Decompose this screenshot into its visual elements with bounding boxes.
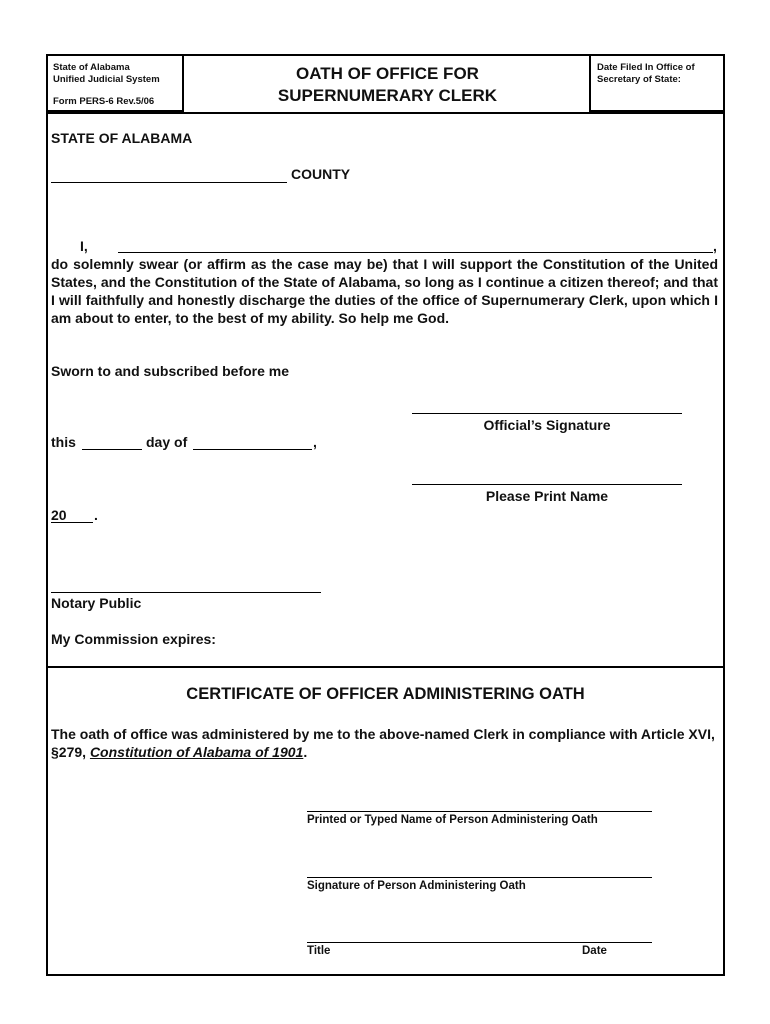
certificate-text-end: . [303,744,308,760]
form-title-line1: OATH OF OFFICE FOR [296,64,479,83]
administrator-signature-line[interactable] [307,877,652,878]
day-line[interactable] [82,449,142,450]
county-name-line[interactable] [51,182,287,183]
commission-expires-label: My Commission expires: [51,631,216,647]
form-number: Form PERS-6 Rev.5/06 [53,96,155,107]
notary-signature-line[interactable] [51,592,321,593]
agency-system: Unified Judicial System [53,74,160,85]
printed-name-line[interactable] [307,811,652,812]
header-divider [48,112,723,114]
date-filed-label-1: Date Filed In Office of [597,62,695,73]
state-heading: STATE OF ALABAMA [51,130,193,146]
day-of-label: day of [146,434,188,450]
certificate-divider [48,666,723,668]
print-name-line[interactable] [412,484,682,485]
oath-i: I, [80,238,88,254]
oath-name-line[interactable] [118,252,713,253]
certificate-text-main: The oath of office was administered by me to the above-named Clerk in compliance with Article XVI, §279, [51,726,715,760]
oath-name-comma: , [713,238,717,254]
certificate-heading: CERTIFICATE OF OFFICER ADMINISTERING OATH [186,685,585,703]
header-date-filed-box [589,56,723,112]
date-label: Date [582,945,607,957]
administrator-signature-label: Signature of Person Administering Oath [307,880,526,892]
title-label: Title [307,945,331,957]
county-label: COUNTY [291,166,351,182]
header-title-box [184,56,591,112]
year-line[interactable] [51,522,93,523]
header-agency-box [48,56,184,112]
agency-state: State of Alabama [53,62,130,73]
year-period: . [94,507,98,523]
month-line[interactable] [193,449,312,450]
this-word: this [51,434,76,450]
official-signature-line[interactable] [412,413,682,414]
constitution-citation: Constitution of Alabama of 1901 [89,744,304,760]
certificate-text [51,725,718,761]
printed-name-label: Printed or Typed Name of Person Administering Oath [307,814,598,826]
official-signature-label: Official’s Signature [483,417,611,433]
notary-public-label: Notary Public [51,595,142,611]
sworn-statement: Sworn to and subscribed before me [51,363,290,379]
oath-text: do solemnly swear (or affirm as the case may be) that I will support the Constitution of the United States, and the Constitution of the State of Alabama, so long as I continue a citizen thereof; and that I will faithfully and honestly discharge the duties of the office of Supernumerary Clerk, upon which I am about to enter, to the best of my ability. So help me God. [51,256,718,326]
date-filed-label-2: Secretary of State: [597,74,681,85]
date-comma: , [313,434,317,450]
oath-form [46,54,725,976]
form-title-line2: SUPERNUMERARY CLERK [277,86,498,105]
print-name-label: Please Print Name [485,488,609,504]
year-prefix: 20 [51,507,67,523]
title-date-line[interactable] [307,942,652,943]
